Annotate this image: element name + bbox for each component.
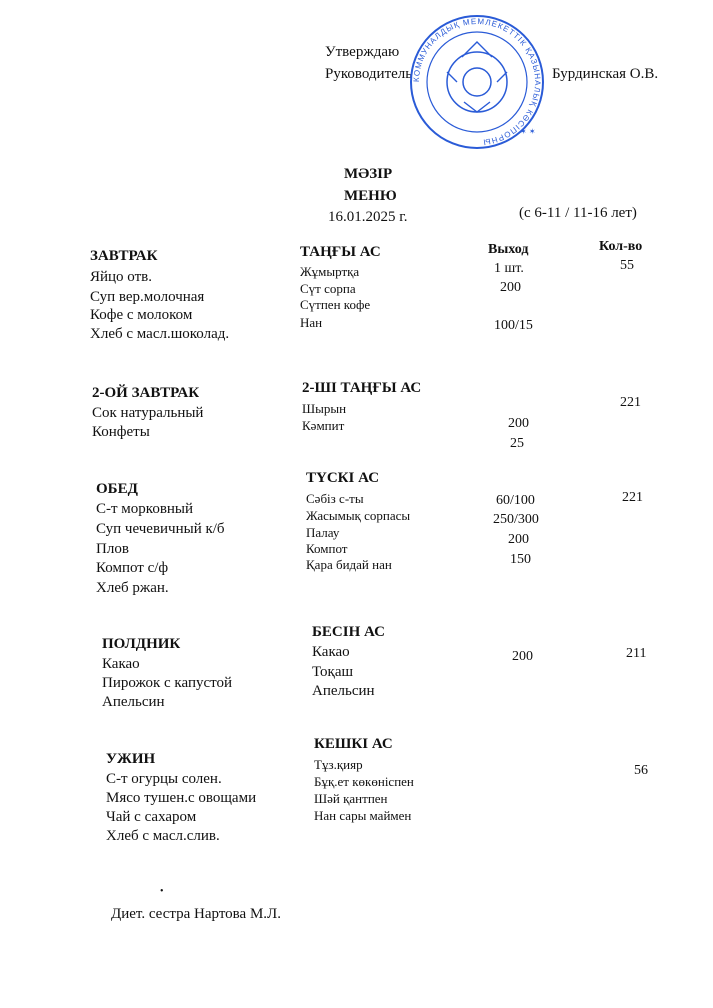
svg-text:✶ ✶: ✶ ✶ bbox=[520, 127, 536, 136]
meal-title-kz: БЕСІН АС bbox=[312, 624, 385, 640]
dot-mark: • bbox=[160, 886, 164, 897]
meal-title-kz: 2-ШІ ТАҢҒЫ АС bbox=[302, 380, 422, 396]
meal-item-ru: Мясо тушен.с овощами bbox=[106, 790, 257, 806]
meal-item-kz: Нан сары маймен bbox=[314, 808, 412, 823]
menu-date: 16.01.2025 г. bbox=[328, 209, 408, 225]
meal-item-kz: Палау bbox=[306, 525, 340, 540]
meal-item-kz: Қара бидай нан bbox=[306, 557, 392, 572]
meal-item-ru: Хлеб ржан. bbox=[96, 580, 169, 596]
meal-title-kz: ТҮСКІ АС bbox=[306, 470, 380, 486]
meal-count: 56 bbox=[634, 763, 648, 778]
meal-item-ru: Плов bbox=[96, 541, 129, 557]
meal-output: 100/15 bbox=[494, 318, 533, 333]
meal-item-kz: Жасымық сорпасы bbox=[306, 508, 411, 523]
meal-title-ru: 2-ОЙ ЗАВТРАК bbox=[92, 385, 200, 401]
meal-item-ru: Сок натуральный bbox=[92, 405, 204, 421]
meal-item-kz: Тоқаш bbox=[312, 664, 354, 680]
meal-item-kz: Сүт сорпа bbox=[300, 281, 356, 296]
meal-output: 60/100 bbox=[496, 493, 535, 508]
meal-title-ru: УЖИН bbox=[106, 751, 156, 767]
menu-title-ru: МЕНЮ bbox=[344, 188, 397, 204]
meal-item-ru: С-т огурцы солен. bbox=[106, 771, 222, 787]
column-count: Кол-во bbox=[599, 239, 643, 254]
meal-output: 25 bbox=[510, 436, 524, 451]
meal-item-kz: Жұмыртқа bbox=[300, 264, 360, 279]
meal-item-ru: Суп чечевичный к/б bbox=[96, 521, 225, 537]
meal-title-kz: КЕШКІ АС bbox=[314, 736, 393, 752]
meal-title-ru: ПОЛДНИК bbox=[102, 636, 181, 652]
meal-item-kz: Компот bbox=[306, 541, 348, 556]
meal-item-ru: Апельсин bbox=[102, 694, 165, 710]
meal-item-kz: Сәбіз с-ты bbox=[306, 491, 364, 506]
meal-count: 221 bbox=[620, 395, 641, 410]
meal-item-ru: Компот с/ф bbox=[96, 560, 169, 576]
stamp-text: КОММУНАЛДЫҚ МЕМЛЕКЕТТІК ҚАЗЫНАЛЫҚ КӘСІПОРНЫ bbox=[411, 16, 543, 147]
meal-title-ru: ЗАВТРАК bbox=[90, 248, 158, 264]
meal-item-kz: Сүтпен кофе bbox=[300, 297, 371, 312]
meal-item-kz: Шәй қантпен bbox=[314, 791, 388, 806]
meal-item-ru: Чай с сахаром bbox=[106, 809, 197, 825]
head-label: Руководитель bbox=[325, 66, 413, 82]
meal-output: 200 bbox=[500, 280, 521, 295]
meal-title-ru: ОБЕД bbox=[96, 481, 138, 497]
meal-count: 55 bbox=[620, 258, 634, 273]
age-range: (с 6-11 / 11-16 лет) bbox=[519, 205, 637, 221]
meal-output: 200 bbox=[512, 649, 533, 664]
meal-item-ru: Яйцо отв. bbox=[90, 269, 152, 285]
meal-count: 221 bbox=[622, 490, 643, 505]
menu-title-kz: МӘЗІР bbox=[344, 166, 393, 182]
official-stamp bbox=[402, 12, 552, 152]
meal-item-kz: Нан bbox=[300, 315, 323, 330]
meal-output: 150 bbox=[510, 552, 531, 567]
meal-output: 200 bbox=[508, 416, 529, 431]
meal-output: 200 bbox=[508, 532, 529, 547]
signature: Диет. сестра Нартова М.Л. bbox=[111, 906, 281, 922]
meal-item-ru: Хлеб с масл.шоколад. bbox=[90, 326, 230, 342]
head-name: Бурдинская О.В. bbox=[552, 66, 659, 82]
meal-item-kz: Бұқ.ет көкөніспен bbox=[314, 774, 414, 789]
meal-output: 250/300 bbox=[493, 512, 539, 527]
approve-label: Утверждаю bbox=[325, 44, 400, 60]
meal-item-ru: С-т морковный bbox=[96, 501, 194, 517]
meal-item-ru: Кофе с молоком bbox=[90, 307, 193, 323]
meal-item-kz: Апельсин bbox=[312, 683, 375, 699]
column-output: Выход bbox=[488, 242, 529, 257]
meal-title-kz: ТАҢҒЫ АС bbox=[300, 244, 381, 260]
meal-item-ru: Какао bbox=[102, 656, 140, 672]
meal-item-ru: Пирожок с капустой bbox=[102, 675, 233, 691]
meal-item-ru: Хлеб с масл.слив. bbox=[106, 828, 220, 844]
meal-item-ru: Конфеты bbox=[92, 424, 150, 440]
meal-count: 211 bbox=[626, 646, 647, 661]
meal-output: 1 шт. bbox=[494, 261, 524, 276]
meal-item-kz: Шырын bbox=[302, 401, 347, 416]
meal-item-kz: Какао bbox=[312, 644, 350, 660]
meal-item-kz: Тұз.қияр bbox=[314, 757, 363, 772]
meal-item-ru: Суп вер.молочная bbox=[90, 289, 205, 305]
meal-item-kz: Кәмпит bbox=[302, 418, 345, 433]
